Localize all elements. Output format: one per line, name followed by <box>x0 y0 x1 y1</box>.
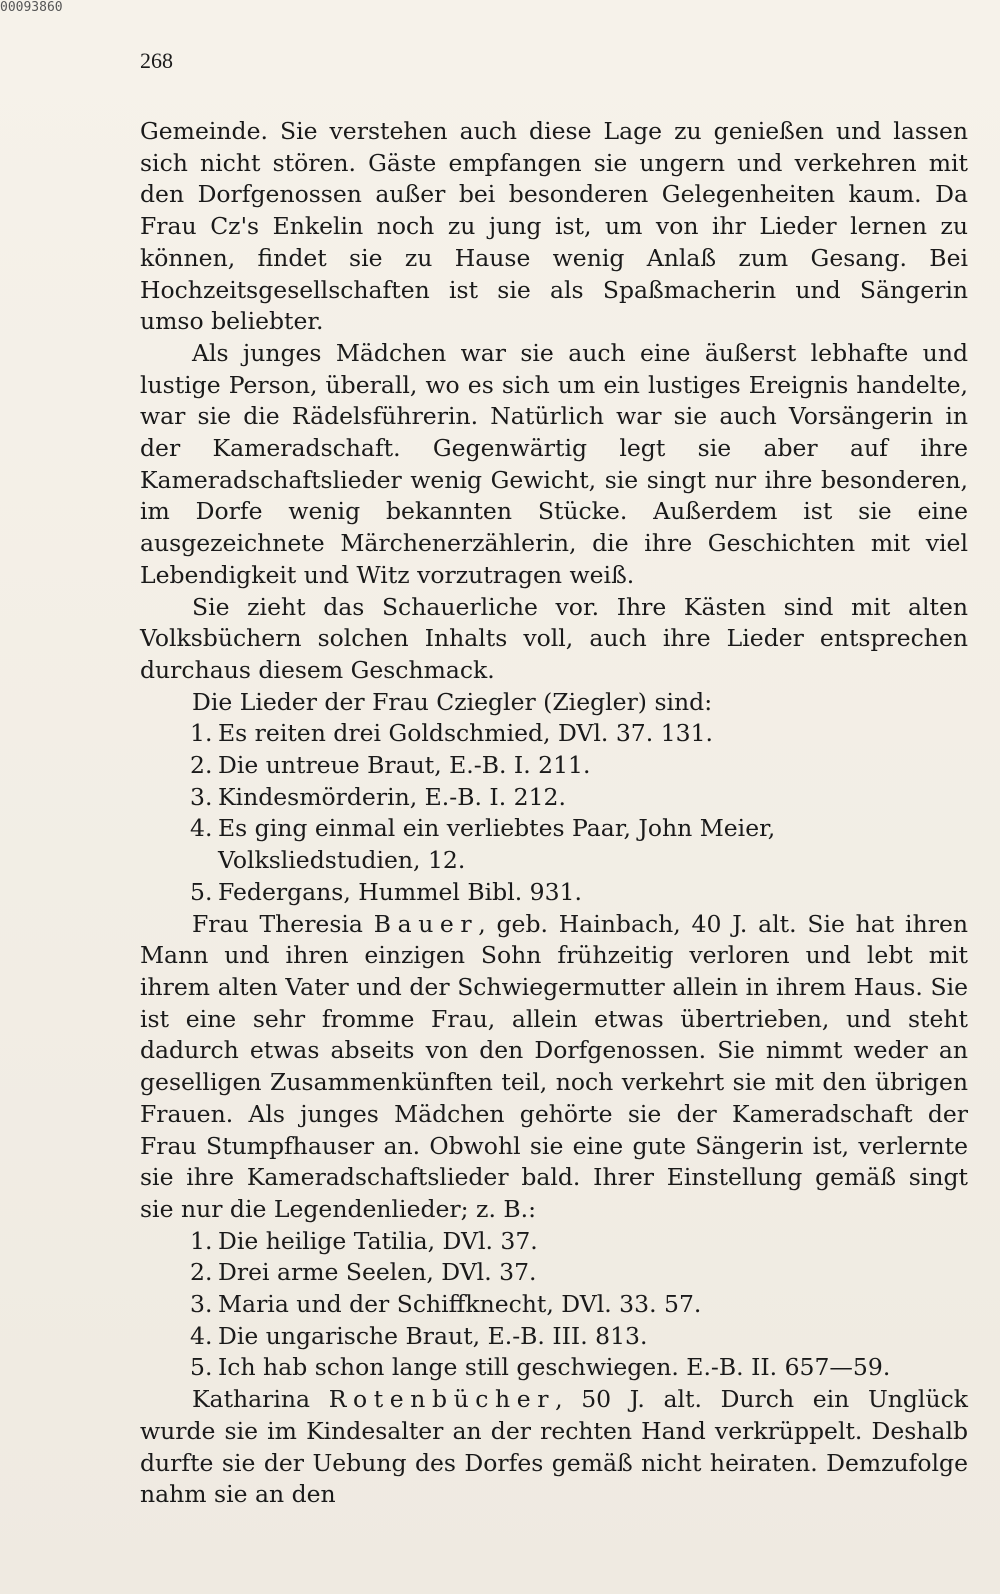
person-name: Frau Theresia <box>192 909 363 938</box>
person-surname: Rotenbücher <box>328 1385 556 1414</box>
list-number: 1. <box>190 719 213 748</box>
paragraph-4: Die Lieder der Frau Cziegler (Ziegler) sind: <box>192 687 713 716</box>
list-text: Die ungarische Braut, E.-B. III. 813. <box>218 1321 648 1350</box>
list-number: 5. <box>190 877 213 906</box>
list-item <box>140 1257 968 1289</box>
paragraph-6-text: , 50 J. alt. Durch ein Unglück wurde sie im Kindesalter an der rechten Hand verkrüppelt. Deshalb durfte sie der Uebung des Dorfes gemäß nicht heiraten. Demzufolge nahm sie an den <box>140 1385 968 1509</box>
paragraph-5 <box>140 909 968 1226</box>
list-text: Es reiten drei Goldschmied, DVl. 37. 131. <box>218 719 714 748</box>
list-item <box>140 1226 968 1258</box>
list-number: 5. <box>190 1353 213 1382</box>
list-text: Kindesmörderin, E.-B. I. 212. <box>218 782 566 811</box>
person-surname: Bauer <box>373 909 479 938</box>
list-item <box>140 1352 968 1384</box>
body-text <box>140 116 968 1511</box>
song-list-cziegler <box>140 718 968 908</box>
person-name: Katharina <box>192 1385 311 1414</box>
list-number: 2. <box>190 751 213 780</box>
list-text: Es ging einmal ein verliebtes Paar, John Meier, Volksliedstudien, 12. <box>218 814 776 875</box>
list-text: Drei arme Seelen, DVl. 37. <box>218 1258 537 1287</box>
list-item <box>140 1289 968 1321</box>
paragraph-5-text: , geb. Hainbach, 40 J. alt. Sie hat ihren Mann und ihren einzigen Sohn frühzeitig verloren und lebt mit ihrem alten Vater und der Schwiegermutter allein in ihrem Haus. Sie ist eine sehr fromme Frau, allein etwas übertrieben, und steht dadurch etwas abseits von den Dorfgenossen. Sie nimmt weder an geselligen Zusammenkünften teil, noch verkehrt sie mit den übrigen Frauen. Als junges Mädchen gehörte sie der Kameradschaft der Frau Stumpfhauser an. Obwohl sie eine gute Sängerin ist, verlernte sie ihre Kameradschaftslieder bald. Ihrer Einstellung gemäß singt sie nur die Legendenlieder; z. B.: <box>140 909 968 1223</box>
list-number: 4. <box>190 814 213 843</box>
list-text: Ich hab schon lange still geschwiegen. E.-B. II. 657—59. <box>218 1353 891 1382</box>
list-text: Maria und der Schiffknecht, DVl. 33. 57. <box>218 1290 702 1319</box>
paragraph-1: Gemeinde. Sie verstehen auch diese Lage zu genießen und lassen sich nicht stören. Gäste empfangen sie ungern und verkehren mit den Dorfgenossen außer bei besonderen Gelegenheiten kaum. Da Frau Cz's Enkelin noch zu jung ist, um von ihr Lieder lernen zu können, findet sie zu Hause wenig Anlaß zum Gesang. Bei Hochzeitsgesellschaften ist sie als Spaßmacherin und Sängerin umso beliebter. <box>140 117 968 336</box>
list-item <box>140 813 968 876</box>
list-number: 2. <box>190 1258 213 1287</box>
song-list-bauer <box>140 1226 968 1385</box>
page-number: 268 <box>140 48 173 73</box>
list-item <box>140 750 968 782</box>
paragraph-3: Sie zieht das Schauerliche vor. Ihre Kästen sind mit alten Volksbüchern solchen Inhalts voll, auch ihre Lieder entsprechen durchaus diesem Geschmack. <box>140 592 968 684</box>
list-item <box>140 877 968 909</box>
list-item <box>140 1321 968 1353</box>
list-item <box>140 782 968 814</box>
list-number: 4. <box>190 1321 213 1350</box>
paragraph-2: Als junges Mädchen war sie auch eine äußerst lebhafte und lustige Person, überall, wo es sich um ein lustiges Ereignis handelte, war sie die Rädelsführerin. Natürlich war sie auch Vorsängerin in der Kameradschaft. Gegenwärtig legt sie aber auf ihre Kameradschaftslieder wenig Gewicht, sie singt nur ihre besonderen, im Dorfe wenig bekannten Stücke. Außerdem ist sie eine ausgezeichnete Märchenerzählerin, die ihre Geschichten mit viel Lebendigkeit und Witz vorzutragen weiß. <box>140 338 968 589</box>
paragraph-6 <box>140 1384 968 1511</box>
list-number: 1. <box>190 1226 213 1255</box>
list-number: 3. <box>190 1290 213 1319</box>
scan-id-mark: 00093860 <box>0 0 63 15</box>
list-text: Federgans, Hummel Bibl. 931. <box>218 877 582 906</box>
list-number: 3. <box>190 782 213 811</box>
list-text: Die heilige Tatilia, DVl. 37. <box>218 1226 538 1255</box>
list-text: Die untreue Braut, E.-B. I. 211. <box>218 751 591 780</box>
list-item <box>140 718 968 750</box>
